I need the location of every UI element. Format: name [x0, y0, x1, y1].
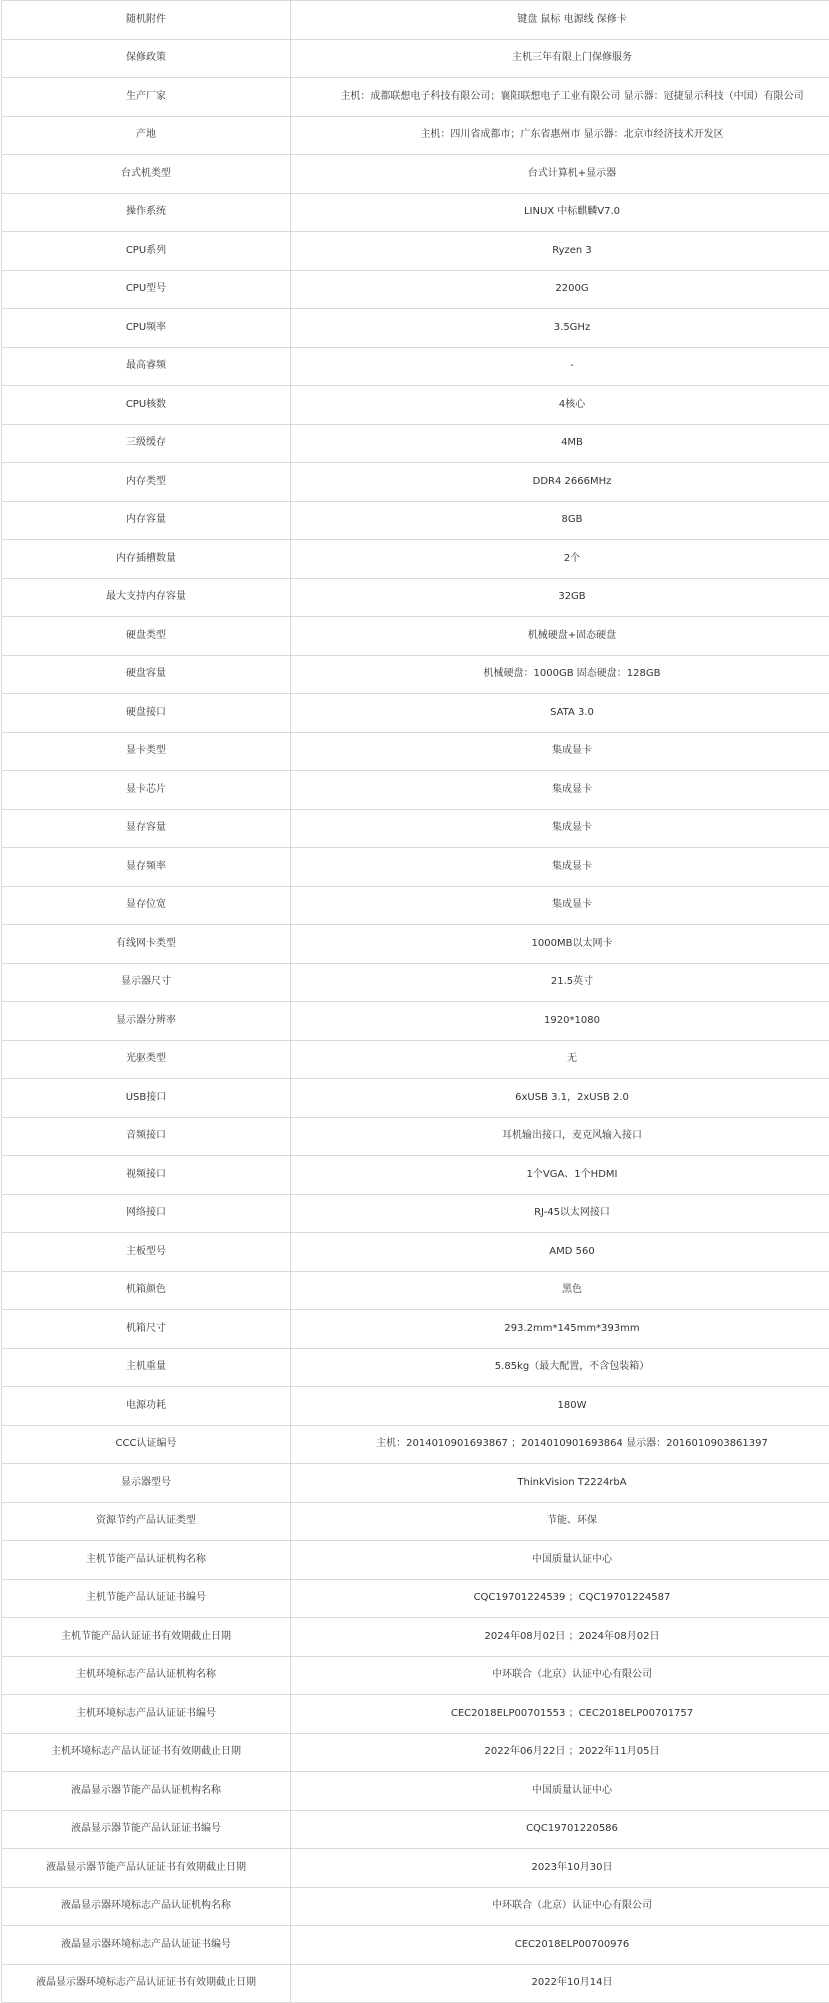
spec-row [2, 1849, 829, 1888]
spec-value: 1000MB以太网卡 [291, 925, 829, 964]
spec-label: 内存插槽数量 [2, 540, 291, 579]
spec-value: 中国质量认证中心 [291, 1772, 829, 1811]
spec-label: 液晶显示器环境标志产品认证证书有效期截止日期 [2, 1964, 291, 2003]
spec-label: 主机节能产品认证机构名称 [2, 1541, 291, 1580]
spec-value: 集成显卡 [291, 732, 829, 771]
spec-value: 台式计算机+显示器 [291, 155, 829, 194]
spec-value: 中环联合（北京）认证中心有限公司 [291, 1656, 829, 1695]
spec-label: 主机环境标志产品认证证书有效期截止日期 [2, 1733, 291, 1772]
spec-value: 黑色 [291, 1271, 829, 1310]
spec-row [2, 1541, 829, 1580]
spec-value: CEC2018ELP00701553 ；CEC2018ELP00701757 [291, 1695, 829, 1734]
spec-row [2, 424, 829, 463]
spec-row [2, 1618, 829, 1657]
spec-row [2, 1502, 829, 1541]
spec-row [2, 925, 829, 964]
spec-value: 2024年08月02日 ；2024年08月02日 [291, 1618, 829, 1657]
spec-label: 显卡类型 [2, 732, 291, 771]
spec-row [2, 1271, 829, 1310]
spec-value: 2022年10月14日 [291, 1964, 829, 2003]
spec-label: 生产厂家 [2, 78, 291, 117]
spec-value: DDR4 2666MHz [291, 463, 829, 502]
spec-row [2, 1387, 829, 1426]
spec-label: 内存类型 [2, 463, 291, 502]
spec-label: 显示器型号 [2, 1464, 291, 1503]
spec-label: 液晶显示器环境标志产品认证证书编号 [2, 1926, 291, 1965]
spec-row [2, 1310, 829, 1349]
spec-value: LINUX 中标麒麟V7.0 [291, 193, 829, 232]
spec-value: 键盘 鼠标 电源线 保修卡 [291, 1, 829, 40]
spec-value: 2200G [291, 270, 829, 309]
spec-value: 集成显卡 [291, 771, 829, 810]
spec-label: 主机环境标志产品认证证书编号 [2, 1695, 291, 1734]
spec-value: 3.5GHz [291, 309, 829, 348]
spec-row [2, 771, 829, 810]
spec-value: 2022年06月22日 ；2022年11月05日 [291, 1733, 829, 1772]
spec-label: CPU频率 [2, 309, 291, 348]
spec-value: 32GB [291, 578, 829, 617]
spec-row [2, 116, 829, 155]
spec-value: 主机：2014010901693867 ；2014010901693864 显示器：2016010903861397 [291, 1425, 829, 1464]
spec-row [2, 732, 829, 771]
spec-label: CCC认证编号 [2, 1425, 291, 1464]
spec-label: 显卡芯片 [2, 771, 291, 810]
spec-label: 操作系统 [2, 193, 291, 232]
spec-row [2, 1887, 829, 1926]
spec-row [2, 386, 829, 425]
spec-row [2, 617, 829, 656]
spec-label: 显存频率 [2, 848, 291, 887]
spec-row [2, 270, 829, 309]
spec-label: 硬盘接口 [2, 694, 291, 733]
spec-label: CPU系列 [2, 232, 291, 271]
spec-row [2, 463, 829, 502]
spec-label: 资源节约产品认证类型 [2, 1502, 291, 1541]
spec-row [2, 1, 829, 40]
spec-row [2, 1002, 829, 1041]
spec-value: 无 [291, 1040, 829, 1079]
spec-label: 三级缓存 [2, 424, 291, 463]
spec-value: SATA 3.0 [291, 694, 829, 733]
spec-row [2, 1079, 829, 1118]
spec-row [2, 155, 829, 194]
spec-row [2, 1733, 829, 1772]
spec-value: 节能、环保 [291, 1502, 829, 1541]
spec-label: 主机环境标志产品认证机构名称 [2, 1656, 291, 1695]
spec-row [2, 1425, 829, 1464]
spec-label: 显示器尺寸 [2, 963, 291, 1002]
spec-table-body [2, 1, 829, 2003]
spec-value: CQC19701224539 ；CQC19701224587 [291, 1579, 829, 1618]
spec-label: 显存位宽 [2, 886, 291, 925]
spec-row [2, 1464, 829, 1503]
spec-label: 内存容量 [2, 501, 291, 540]
spec-row [2, 848, 829, 887]
spec-label: 网络接口 [2, 1194, 291, 1233]
spec-row [2, 309, 829, 348]
spec-label: 台式机类型 [2, 155, 291, 194]
spec-value: - [291, 347, 829, 386]
spec-label: 机箱尺寸 [2, 1310, 291, 1349]
spec-label: 有线网卡类型 [2, 925, 291, 964]
spec-label: 视频接口 [2, 1156, 291, 1195]
spec-value: 集成显卡 [291, 848, 829, 887]
spec-row [2, 232, 829, 271]
spec-value: ThinkVision T2224rbA [291, 1464, 829, 1503]
spec-value: 中国质量认证中心 [291, 1541, 829, 1580]
spec-row [2, 1348, 829, 1387]
spec-row [2, 694, 829, 733]
spec-row [2, 886, 829, 925]
spec-row [2, 1117, 829, 1156]
spec-label: 硬盘类型 [2, 617, 291, 656]
spec-value: 主机：成都联想电子科技有限公司；襄阳联想电子工业有限公司 显示器：冠捷显示科技（中国）有限公司 [291, 78, 829, 117]
spec-label: 光驱类型 [2, 1040, 291, 1079]
spec-row [2, 1194, 829, 1233]
spec-row [2, 78, 829, 117]
spec-value: 集成显卡 [291, 809, 829, 848]
spec-value: 5.85kg（最大配置，不含包装箱） [291, 1348, 829, 1387]
spec-row [2, 193, 829, 232]
spec-value: 中环联合（北京）认证中心有限公司 [291, 1887, 829, 1926]
spec-label: 显示器分辨率 [2, 1002, 291, 1041]
spec-label: 显存容量 [2, 809, 291, 848]
spec-row [2, 540, 829, 579]
spec-label: 保修政策 [2, 39, 291, 78]
spec-label: 产地 [2, 116, 291, 155]
spec-value: 2023年10月30日 [291, 1849, 829, 1888]
spec-table [1, 0, 829, 2003]
spec-row [2, 809, 829, 848]
spec-label: 主机节能产品认证证书有效期截止日期 [2, 1618, 291, 1657]
spec-label: 液晶显示器节能产品认证证书编号 [2, 1810, 291, 1849]
spec-value: 集成显卡 [291, 886, 829, 925]
spec-row [2, 1656, 829, 1695]
spec-value: 180W [291, 1387, 829, 1426]
spec-row [2, 1810, 829, 1849]
spec-value: 主机三年有限上门保修服务 [291, 39, 829, 78]
spec-label: CPU型号 [2, 270, 291, 309]
spec-label: 液晶显示器节能产品认证机构名称 [2, 1772, 291, 1811]
spec-value: 21.5英寸 [291, 963, 829, 1002]
spec-row [2, 1579, 829, 1618]
spec-value: 主机：四川省成都市；广东省惠州市 显示器：北京市经济技术开发区 [291, 116, 829, 155]
spec-label: 音频接口 [2, 1117, 291, 1156]
spec-label: CPU核数 [2, 386, 291, 425]
spec-value: 2个 [291, 540, 829, 579]
spec-label: 电源功耗 [2, 1387, 291, 1426]
spec-value: CQC19701220586 [291, 1810, 829, 1849]
spec-row [2, 347, 829, 386]
spec-row [2, 1156, 829, 1195]
spec-row [2, 1772, 829, 1811]
spec-label: 主机重量 [2, 1348, 291, 1387]
spec-label: 液晶显示器节能产品认证证书有效期截止日期 [2, 1849, 291, 1888]
spec-row [2, 1040, 829, 1079]
spec-value: 8GB [291, 501, 829, 540]
spec-label: 主板型号 [2, 1233, 291, 1272]
spec-value: 机械硬盘：1000GB 固态硬盘：128GB [291, 655, 829, 694]
spec-label: 最大支持内存容量 [2, 578, 291, 617]
spec-label: 机箱颜色 [2, 1271, 291, 1310]
spec-value: 机械硬盘+固态硬盘 [291, 617, 829, 656]
spec-row [2, 578, 829, 617]
spec-value: Ryzen 3 [291, 232, 829, 271]
spec-label: 主机节能产品认证证书编号 [2, 1579, 291, 1618]
spec-value: 1920*1080 [291, 1002, 829, 1041]
spec-value: CEC2018ELP00700976 [291, 1926, 829, 1965]
spec-label: 随机附件 [2, 1, 291, 40]
spec-value: 6xUSB 3.1，2xUSB 2.0 [291, 1079, 829, 1118]
spec-row [2, 1964, 829, 2003]
spec-label: 液晶显示器环境标志产品认证机构名称 [2, 1887, 291, 1926]
spec-label: USB接口 [2, 1079, 291, 1118]
spec-value: 4MB [291, 424, 829, 463]
spec-label: 硬盘容量 [2, 655, 291, 694]
spec-row [2, 1926, 829, 1965]
spec-value: 4核心 [291, 386, 829, 425]
spec-value: RJ-45以太网接口 [291, 1194, 829, 1233]
spec-value: 293.2mm*145mm*393mm [291, 1310, 829, 1349]
spec-row [2, 963, 829, 1002]
spec-row [2, 39, 829, 78]
spec-row [2, 1695, 829, 1734]
spec-label: 最高睿频 [2, 347, 291, 386]
spec-value: AMD 560 [291, 1233, 829, 1272]
spec-value: 1个VGA、1个HDMI [291, 1156, 829, 1195]
spec-row [2, 655, 829, 694]
spec-value: 耳机输出接口，麦克风输入接口 [291, 1117, 829, 1156]
spec-row [2, 501, 829, 540]
spec-row [2, 1233, 829, 1272]
